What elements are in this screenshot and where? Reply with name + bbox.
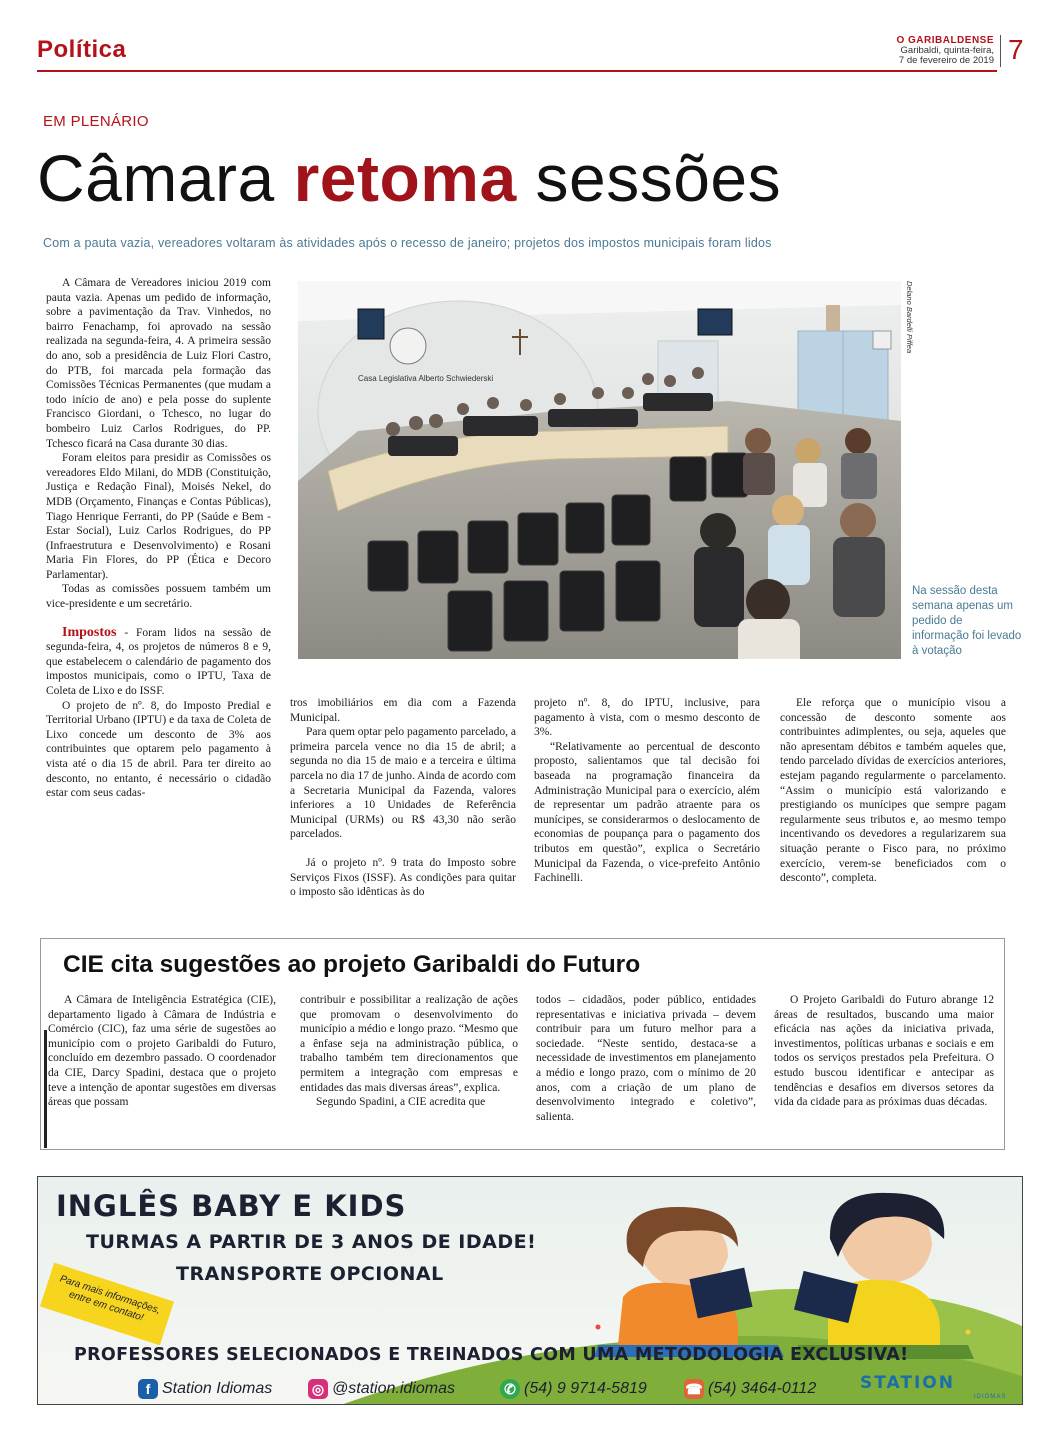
- ad-age-line: TURMAS A PARTIR DE 3 ANOS DE IDADE!: [86, 1231, 537, 1253]
- dateline-2: 7 de fevereiro de 2019: [898, 55, 994, 66]
- phone-icon: ☎: [685, 1381, 703, 1397]
- cie-side-bar: [44, 1030, 47, 1148]
- facebook-contact[interactable]: [138, 1379, 272, 1399]
- headline: [37, 132, 781, 224]
- article-paragraph: Ele reforça que o município visou a concessão de desconto somente aos contribuintes adimplentes, ou seja, aqueles que não apresentam débitos e também aqueles que, tendo parcelado dívidas de exercícios anteriores, estejam pagando regularmente o parcelamento. “Assim o município está valorizando e prestigiando os munícipes que sempre pagam regularmente seus tributos e, ao mesmo tempo incentivando os devedores a regularizarem sua situação perante o Fisco para, no próximo exercício, verem-se beneficiados com o desconto”, completa.: [780, 697, 1006, 885]
- ad-contact-tag: Para mais informações, entre em contato!: [40, 1263, 174, 1346]
- headline-start: Câmara: [37, 141, 294, 215]
- cie-paragraph: O Projeto Garibaldi do Futuro abrange 12 áreas de resultados, buscando uma maior eficácia nas ações da iniciativa privada, investimentos, políticas urbanas e sociais e em todos os serviços prestados pela Prefeitura. O estudo buscou identificar e antecipar as tendências e desafios em diversos setores da vida da cidade para as próximas duas décadas.: [774, 994, 994, 1109]
- station-idiomas-ad[interactable]: [37, 1176, 1023, 1405]
- masthead: [896, 36, 994, 66]
- cie-column-4: [774, 993, 994, 1110]
- instagram-icon: ◎: [308, 1379, 328, 1399]
- article-column-3: [534, 696, 760, 886]
- article-paragraph: Já o projeto nº. 9 trata do Imposto sobre Serviços Fixos (ISSF). As condições para quitar o imposto são idênticas às do: [290, 856, 516, 899]
- article-column-4: [780, 696, 1006, 886]
- article-paragraph: O projeto de nº. 8, do Imposto Predial e Territorial Urbano (IPTU) e da taxa de Coleta de Lixo concede um desconto de 3% aos contribuintes que optarem pelo pagamento à vista até o dia 15 de abril. Para ter direito ao desconto, no entanto, é necessário o cidadão estar com seus cadas-: [46, 699, 271, 800]
- headline-end: sessões: [516, 141, 782, 215]
- phone-contact[interactable]: [684, 1379, 816, 1399]
- cie-title: CIE cita sugestões ao projeto Garibaldi do Futuro: [63, 951, 641, 978]
- article-column-1: [46, 276, 271, 801]
- article-paragraph: “Relativamente ao percentual de desconto proposto, salientamos que tal decisão foi baseada na programação financeira da Administração Municipal para o exercício, além de representar um padrão atraente para os munícipes, se considerarmos o deslocamento de economias de poupança para o pagamento dos tributos em questão”, explica o Secretário Municipal da Fazenda, o vice-prefeito Antônio Fachinelli.: [534, 740, 760, 885]
- subheadline: Com a pauta vazia, vereadores voltaram às atividades após o recesso de janeiro; projetos dos impostos municipais foram lidos: [43, 236, 772, 250]
- section-title: Política: [37, 36, 127, 63]
- impostos-text: - Foram lidos na sessão de segunda-feira, 4, os projetos de números 8 e 9, que estabelecem o calendário de pagamento dos impostos municipais, como o IPTU, Taxa de Coleta de Lixo e do ISSF.: [46, 626, 271, 698]
- ad-teachers-line: PROFESSORES SELECIONADOS E TREINADOS COM UMA METODOLOGIA EXCLUSIVA!: [74, 1345, 909, 1365]
- cie-column-2: [300, 993, 518, 1110]
- article-paragraph: Todas as comissões possuem também um vice-presidente e um secretário.: [46, 583, 271, 611]
- ad-transport-line: TRANSPORTE OPCIONAL: [176, 1263, 444, 1285]
- whatsapp-contact[interactable]: [500, 1379, 647, 1399]
- instagram-contact[interactable]: [308, 1379, 455, 1399]
- page-number: 7: [1008, 34, 1024, 65]
- station-logo: STATION: [860, 1373, 955, 1393]
- kicker: EM PLENÁRIO: [43, 113, 149, 130]
- phone-label: (54) 3464-0112: [708, 1380, 817, 1398]
- facebook-label: Station Idiomas: [162, 1380, 273, 1398]
- cie-paragraph: Segundo Spadini, a CIE acredita que: [316, 1096, 486, 1109]
- impostos-paragraph: [46, 626, 271, 699]
- headline-highlight: retoma: [293, 141, 517, 215]
- cie-column-3: [536, 993, 756, 1124]
- photo-caption: Na sessão desta semana apenas um pedido de informação foi levado à votação: [912, 585, 1022, 657]
- instagram-label: @station.idiomas: [332, 1380, 455, 1398]
- article-column-2: [290, 696, 516, 900]
- paper-name: O GARIBALDENSE: [896, 35, 994, 46]
- article-paragraph: Foram eleitos para presidir as Comissões os vereadores Eldo Milani, do MDB (Constituição, Justiça e Redação Final), Moisés Nekel, do MDB (Orçamento, Finanças e Contas Públicas), Tiago Henrique Ferranti, do PP (Saúde e Bem - Estar Social), Luiz Carlos Rodrigues, do PP (Infraestrutura e Desenvolvimento) e Rosani Maria Fin Flores, do PP (Ética e Decoro Parlamentar).: [46, 452, 271, 581]
- ad-headline: INGLÊS BABY E KIDS: [56, 1189, 407, 1223]
- page-separator: [1000, 35, 1001, 67]
- whatsapp-icon: ✆: [500, 1379, 520, 1399]
- section-rule: [37, 70, 997, 72]
- photo-wall-text: Casa Legislativa Alberto Schwiederski: [358, 374, 494, 383]
- cie-column-1: [48, 993, 276, 1110]
- plenary-photo: [298, 281, 901, 659]
- whatsapp-label: (54) 9 9714-5819: [524, 1380, 647, 1398]
- station-logo-sub: IDIOMAS: [974, 1394, 1007, 1400]
- cie-paragraph: todos – cidadãos, poder público, entidades representativas e iniciativa privada – devem contribuir para um futuro melhor para a sociedade. “Neste sentido, destaca-se a necessidade de investimentos em planejamento a médio e longo prazo, com o mínimo de 20 anos, com a criação de um plano de desenvolvimento integrado e coletivo”, salienta.: [536, 994, 756, 1123]
- article-paragraph: projeto nº. 8, do IPTU, inclusive, para pagamento à vista, com o mesmo desconto de 3%.: [534, 697, 760, 739]
- cie-paragraph: A Câmara de Inteligência Estratégica (CIE), departamento ligado à Câmara de Indústria e Comércio (CIC), faz uma série de sugestões ao município com o projeto Garibaldi do Futuro, concluído em dezembro passado. O coordenador da CIE, Darcy Spadini, destaca que o projeto teve a intenção de apontar sugestões em diversas áreas que possam: [48, 994, 276, 1109]
- dateline-1: Garibaldi, quinta-feira,: [900, 45, 994, 56]
- impostos-lead-in: Impostos: [62, 624, 117, 640]
- facebook-icon: f: [138, 1379, 158, 1399]
- article-paragraph: A Câmara de Vereadores iniciou 2019 com pauta vazia. Apenas um pedido de informação, sobre a pavimentação da Trav. Vinhedos, no bairro Fenachamp, foi aprovado na sessão realizada na segunda-feira, 4. A primeira sessão do ano, sob a presidência de Luiz Flori Castro, do PTB, foi marcada pela formação das Comissões Técnicas Permanentes (que mudam a todo início de ano) e pela posse do suplente Francisco Giordani, o Tchesco, no lugar do bombeiro Luiz Carlos Rodrigues, do PP. Tchesco ficará na Casa durante 30 dias.: [46, 277, 271, 450]
- plenary-photo-illustration: [298, 281, 901, 659]
- cie-paragraph: contribuir e possibilitar a realização de ações que promovam o desenvolvimento do município a médio e longo prazo. “Mesmo que a ênfase seja na administração pública, o trabalho também tem direcionamentos que permitem a integração com empresas e entidades das mais diversas áreas”, explica.: [300, 994, 518, 1094]
- article-paragraph: tros imobiliários em dia com a Fazenda Municipal.: [290, 697, 516, 724]
- photo-credit: Delano Bardelli Piffea: [905, 281, 914, 354]
- article-paragraph: Para quem optar pelo pagamento parcelado, a primeira parcela vence no dia 15 de abril; a segunda no dia 15 de maio e a terceira e última parcela no dia 17 de junho. Ainda de acordo com a Secretaria Municipal da Fazenda, valores inferiores a 10 Unidades de Referência Municipal (URMs) ou R$ 43,30 não serão parcelados.: [290, 726, 516, 841]
